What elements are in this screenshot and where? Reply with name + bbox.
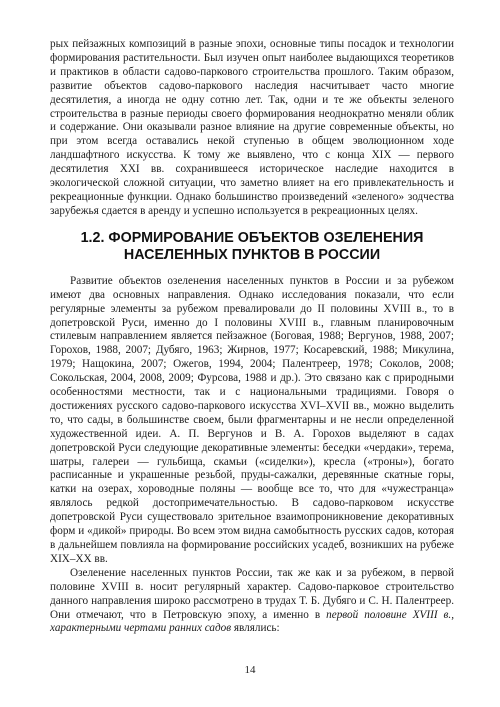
page-number: 14	[244, 664, 256, 676]
section-heading	[50, 230, 454, 265]
paragraph-greening-end: являлись:	[231, 622, 280, 635]
paragraph-greening	[50, 567, 454, 637]
section-heading-line-2: НАСЕЛЕННЫХ ПУНКТОВ В РОССИИ	[123, 247, 381, 264]
paragraph-intro-continued: рых пейзажных композиций в разные эпохи, основные типы посадок и технологии формирования растительности. Был изучен опыт наиболее выдающихся теоретиков и практиков в области садово-паркового строительства прошлого. Таким образом, развитие объектов садово-паркового наследия насчитывает часто многие десятилетия, а иногда не одну сотню лет. Так, одни и те же объекты зеленого строительства в разные периоды своего формирования неоднократно меняли облик и содержание. Они оказывали разное влияние на другие современные объекты, но при этом всегда оставались некой ступенью в общем эволюционном ходе ландшафтного искусства. К тому же выявлено, что с конца XIX — первого десятилетия XXI вв. сохранившееся историческое наследие находится в экологической сложной ситуации, что заметно влияет на его привлекательность и рекреационные функции. Однако большинство произведений «зеленого» зодчества зарубежья сдается в аренду и успешно используется в рекреационных целях.	[50, 38, 454, 217]
paragraph-development: Развитие объектов озеленения населенных пунктов в России и за рубежом имеют два основных направления. Однако исследования показали, что если регулярные элементы за рубежом превалировали до II половины XVIII в., то в допетровской Руси, именно до I половины XVIII в., главным планировочным стилевым направлением является пейзажное (Боговая, 1988; Вергунов, 1988, 2007; Горохов, 1988, 2007; Дубяго, 1963; Жирнов, 1977; Косаревский, 1988; Микулина, 1979; Нащокина, 2007; Ожегов, 1994, 2004; Палентреер, 1978; Соколов, 2008; Сокольская, 2004, 2008, 2009; Фурсова, 1988 и др.). Это связано как с природными особенностями местности, так и с национальными традициями. Говоря о достижениях русского садово-паркового искусства XVI–XVII вв., можно выделить то, что сады, в большинстве своем, были фрагментарны и не несли определенной художественной идеи. А. П. Вергунов и В. А. Горохов выделяют в садах допетровской Руси следующие декоративные элементы: беседки «чердаки», терема, шатры, галереи — гульбища, скамьи («сиделки»), кресла («троны»), богато расписанные и украшенные резьбой, пруды-сажалки, деревянные скатные горы, катки на озерах, хороводные поляны — вообще все то, что для «чужестранца» являлось редкой достопримечательностью. В садово-парковом искусстве допетровской Руси существовало зрительное взаимопроникновение декоративных форм и «дикой» природы. Во всем этом видна самобытность русских садов, которая в дальнейшем повлияла на формирование российских усадеб, возникших на рубеже XIX–XX вв.	[50, 274, 454, 565]
section-heading-line-1: 1.2. ФОРМИРОВАНИЕ ОБЪЕКТОВ ОЗЕЛЕНЕНИЯ	[80, 229, 424, 246]
paragraph-greening-italic: первой половине XVIII в., характерными чертами ранних садов	[50, 608, 454, 635]
paragraph-greening-text: Озеленение населенных пунктов России, так же как и за рубежом, в первой половине XVIII в. носит регулярный характер. Садово-парковое строительство данного направления широко рассмотрено в трудах Т. Б. Дубяго и С. Н. Палентреер. Они отмечают, что в Петровскую эпоху, а именно в	[50, 566, 454, 621]
